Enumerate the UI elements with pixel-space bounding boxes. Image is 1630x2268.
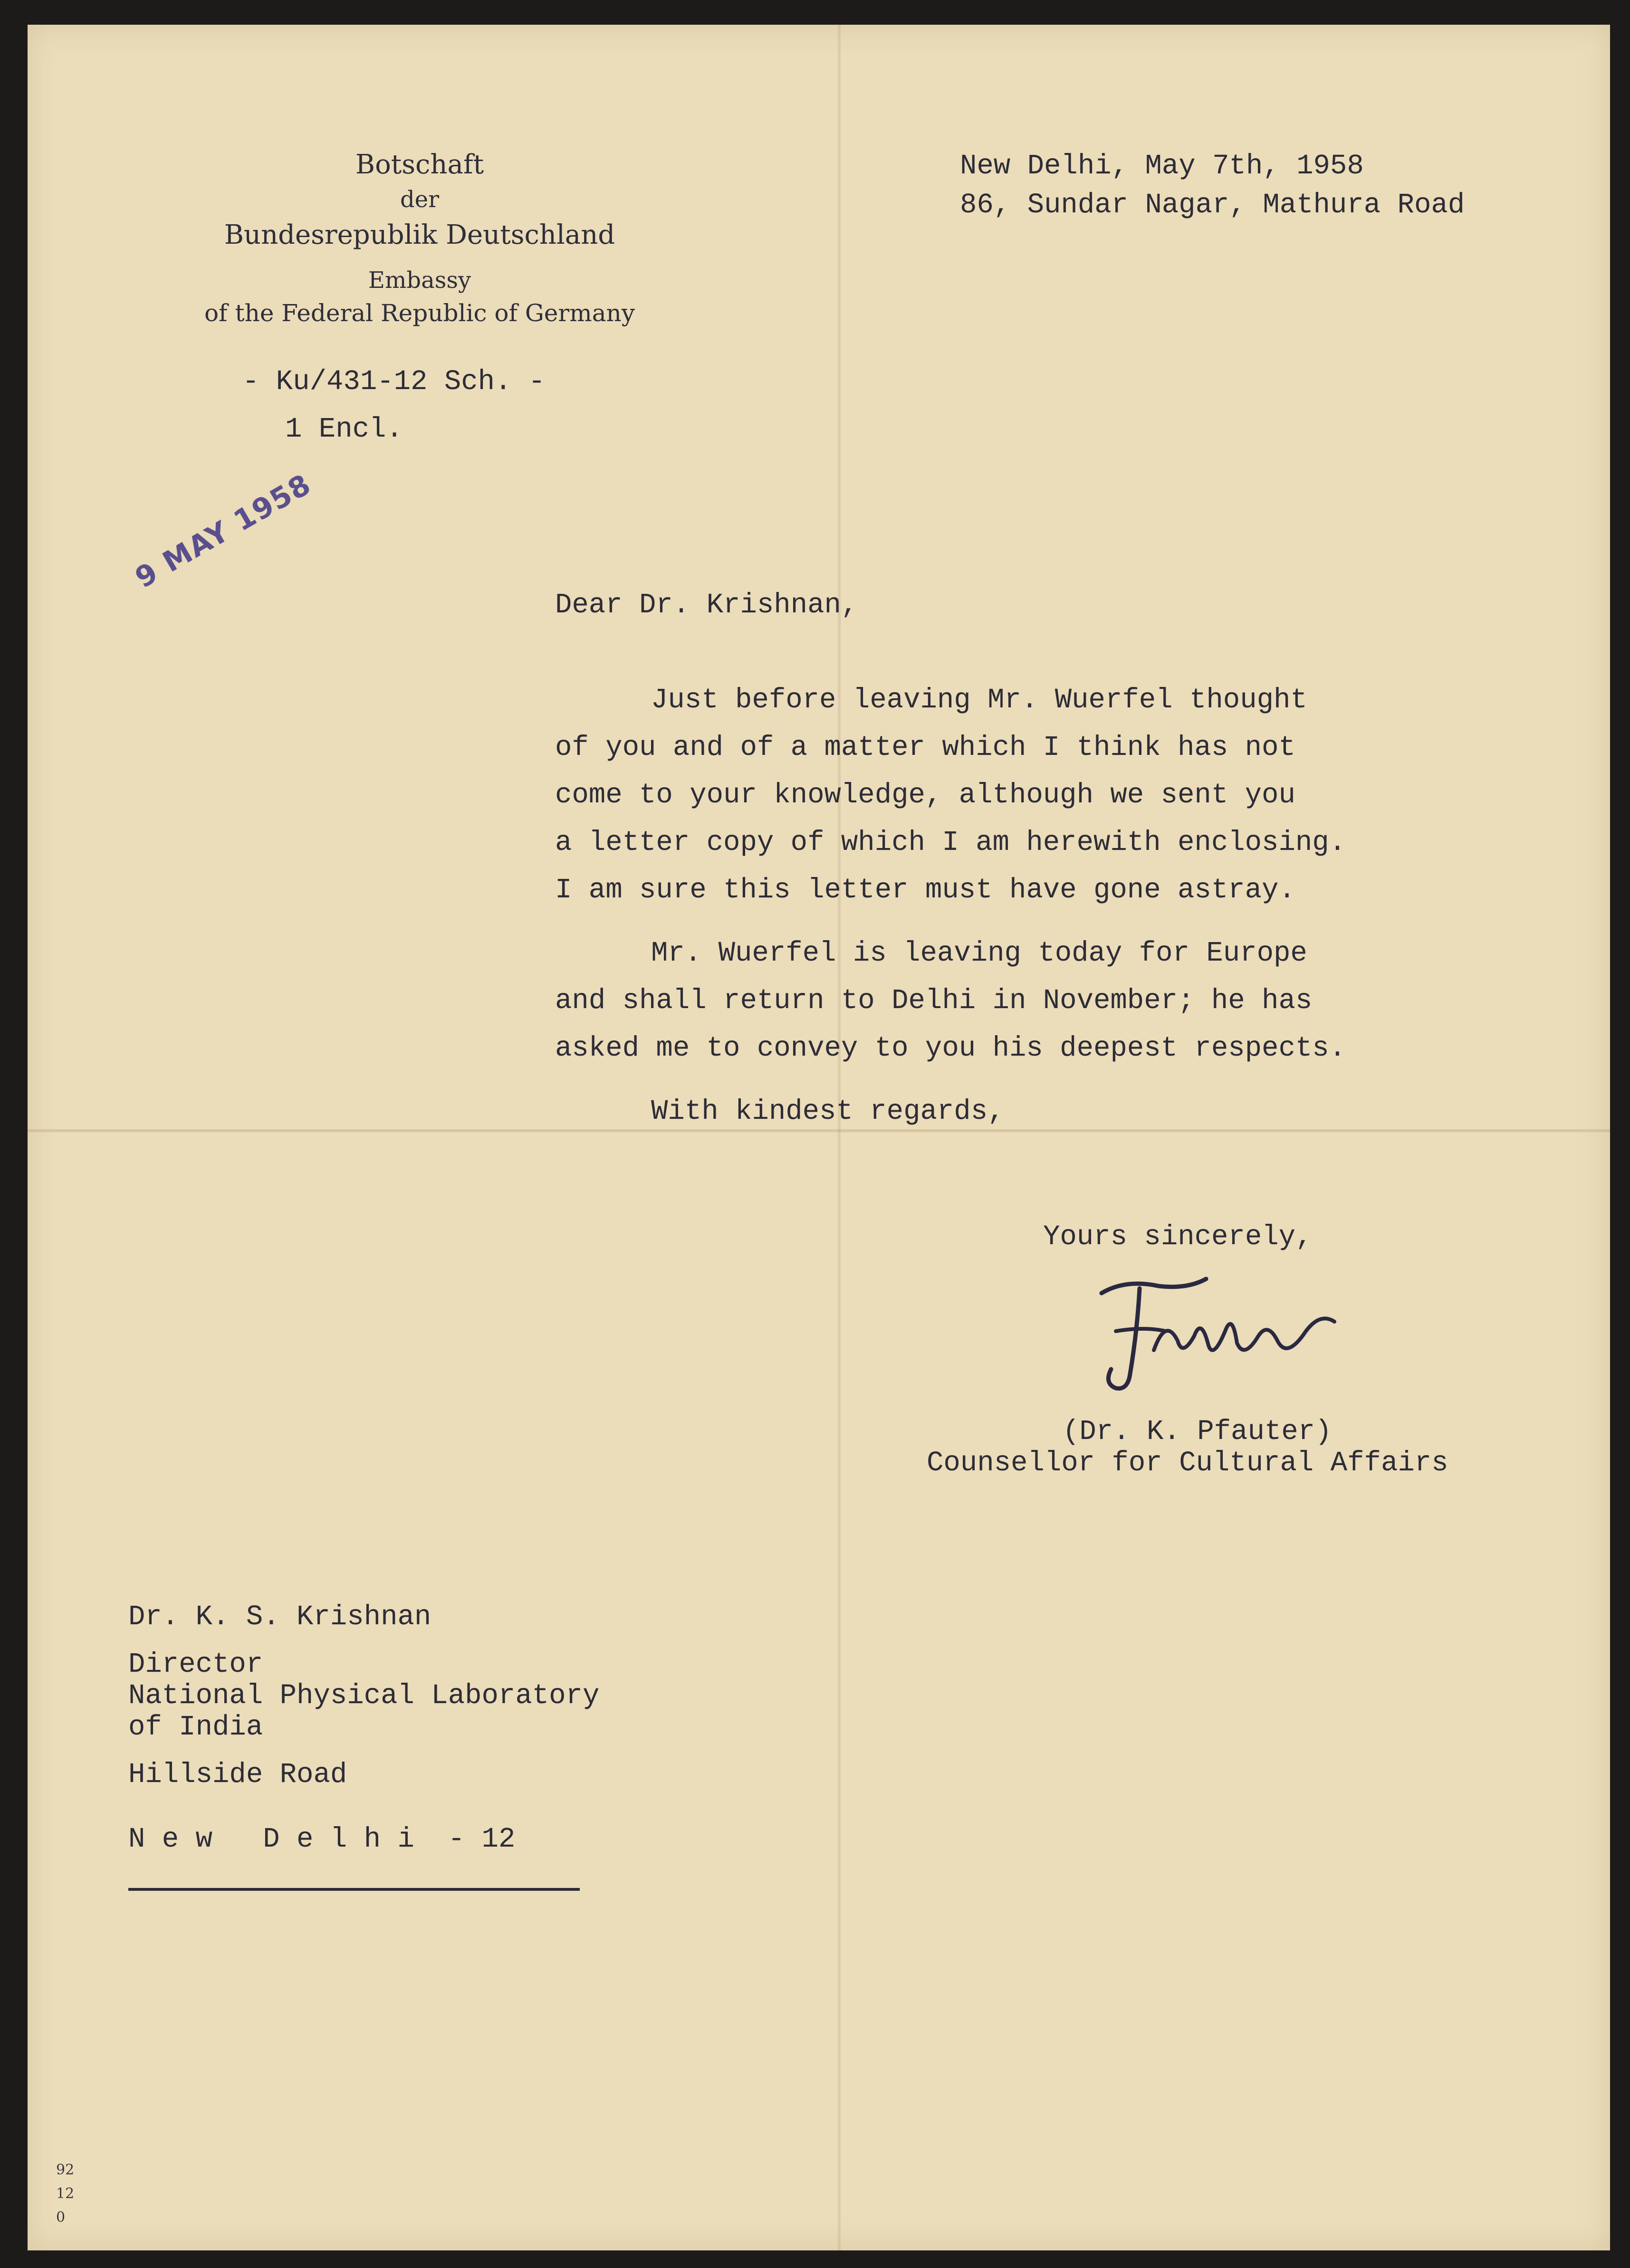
body-p1-line: a letter copy of which I am herewith enclosing. xyxy=(555,827,1346,858)
body-p1-line: Just before leaving Mr. Wuerfel thought xyxy=(651,684,1307,716)
archive-number-line3: 0 xyxy=(56,2209,66,2226)
letterhead-der: der xyxy=(400,186,440,213)
recipient-street: Hillside Road xyxy=(128,1759,347,1791)
reference-number: - Ku/431-12 Sch. - xyxy=(242,366,546,398)
body-p2-line: Mr. Wuerfel is leaving today for Europe xyxy=(651,937,1307,969)
archive-number-line1: 92 xyxy=(56,2162,75,2178)
body-p2-line: and shall return to Delhi in November; he has xyxy=(555,985,1313,1017)
recipient-title: Director xyxy=(128,1649,263,1680)
received-date-stamp: 9 MAY 1958 xyxy=(130,467,317,595)
recipient-name: Dr. K. S. Krishnan xyxy=(128,1601,431,1633)
letter-sheet xyxy=(28,25,1610,2250)
body-p2-line: asked me to convey to you his deepest respects. xyxy=(555,1032,1346,1064)
body-p1-line: come to your knowledge, although we sent you xyxy=(555,779,1295,811)
body-p3: With kindest regards, xyxy=(651,1096,1005,1127)
letterhead-bundesrepublik: Bundesrepublik Deutschland xyxy=(224,219,615,250)
vertical-fold xyxy=(838,25,841,2250)
recipient-org-line1: National Physical Laboratory xyxy=(128,1680,600,1712)
signatory-title: Counsellor for Cultural Affairs xyxy=(927,1447,1448,1479)
horizontal-fold xyxy=(28,1129,1610,1132)
archive-number-line2: 12 xyxy=(56,2185,75,2202)
enclosure-note: 1 Encl. xyxy=(285,413,403,445)
recipient-city: N e w D e l h i - 12 xyxy=(128,1823,516,1855)
city-underline xyxy=(128,1888,580,1891)
recipient-org-line2: of India xyxy=(128,1711,263,1743)
signatory-name: (Dr. K. Pfauter) xyxy=(1063,1416,1332,1448)
letterhead-embassy: Embassy xyxy=(368,267,471,294)
letterhead-federal-republic: of the Federal Republic of Germany xyxy=(204,299,635,327)
date-line: New Delhi, May 7th, 1958 xyxy=(960,150,1364,182)
body-p1-line: of you and of a matter which I think has not xyxy=(555,732,1295,763)
address-line: 86, Sundar Nagar, Mathura Road xyxy=(960,189,1465,221)
closing: Yours sincerely, xyxy=(1043,1221,1313,1253)
body-p1-line: I am sure this letter must have gone astray. xyxy=(555,874,1295,906)
salutation: Dear Dr. Krishnan, xyxy=(555,589,858,621)
letterhead-botschaft: Botschaft xyxy=(355,149,484,180)
handwritten-signature xyxy=(1083,1260,1349,1402)
